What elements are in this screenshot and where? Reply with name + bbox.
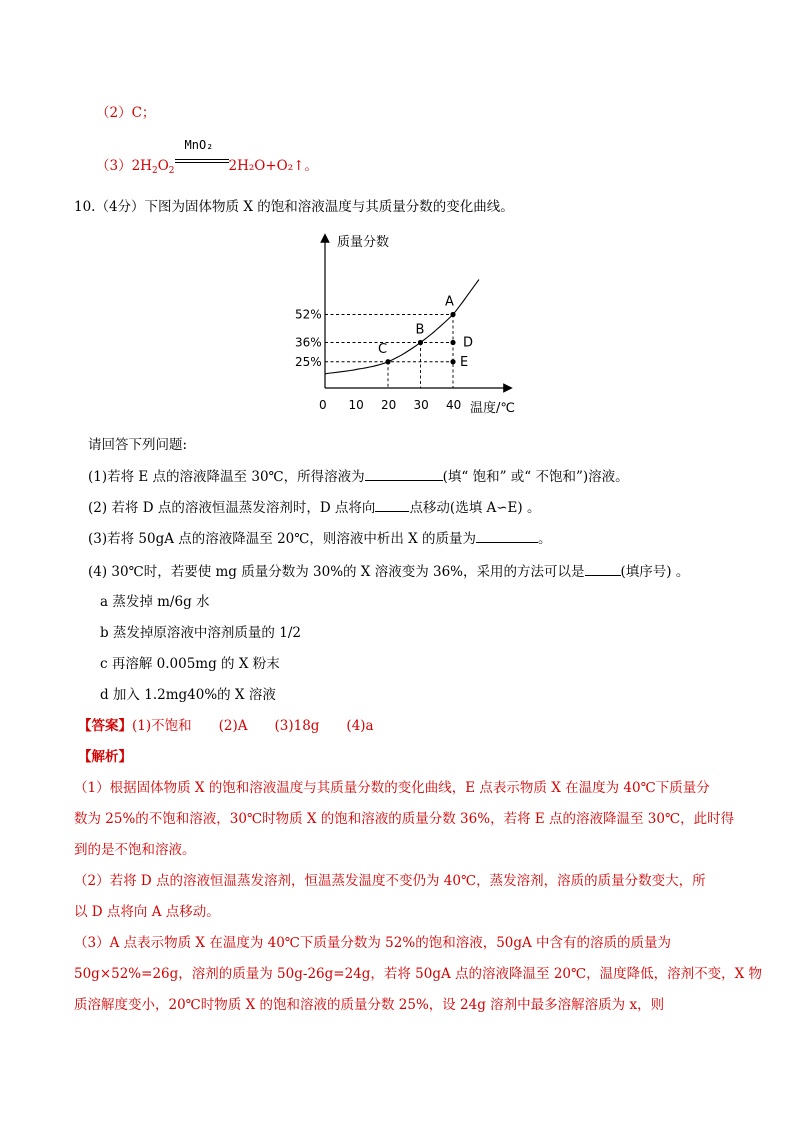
- answer-blank-2[interactable]: [375, 497, 409, 512]
- option-b: b 蒸发掉原溶液中溶剂质量的 1/2: [100, 625, 301, 641]
- x-tick-label: 10: [348, 398, 364, 412]
- answer-blank-4[interactable]: [585, 561, 621, 576]
- y-tick-label: 36%: [295, 335, 322, 350]
- equation-arrow: [175, 138, 229, 170]
- point-d: [450, 340, 455, 345]
- x-tick-label: 20: [381, 398, 397, 412]
- analysis-label: 【解析】: [78, 749, 132, 765]
- point-c: [385, 359, 390, 364]
- point-e: [450, 359, 455, 364]
- option-d: d 加入 1.2mg40%的 X 溶液: [100, 687, 276, 703]
- x-tick-label: 0: [319, 398, 327, 412]
- answer-label: 【答案】: [78, 718, 132, 734]
- analysis-line-2: 数为 25%的不饱和溶液，30℃时物质 X 的饱和溶液的质量分数 36%，若将 E 点的溶液降温至 30℃，此时得: [74, 811, 735, 827]
- analysis-line-6: （3）A 点表示物质 X 在温度为 40℃下质量分数为 52%的饱和溶液，50gA 中含有的溶质的质量为: [74, 935, 672, 951]
- question-1: [88, 466, 629, 487]
- question-2: [88, 497, 540, 518]
- solubility-curve: [325, 280, 479, 375]
- question-4: [88, 561, 689, 582]
- equation-products: 2H₂O+O₂↑。: [228, 158, 318, 174]
- point-b: [418, 340, 423, 345]
- question-4-text: (4) 30℃时，若要使 mg 质量分数为 30%的 X 溶液变为 36%，采用的方法可以是: [88, 564, 585, 580]
- y-tick-label: 52%: [295, 307, 322, 322]
- analysis-line-4: （2）若将 D 点的溶液恒温蒸发溶剂，恒温蒸发温度不变仍为 40℃，蒸发溶剂，溶质的质量分数变大，所: [74, 873, 706, 889]
- analysis-line-1: （1）根据固体物质 X 的饱和溶液温度与其质量分数的变化曲线，E 点表示物质 X 在温度为 40℃下质量分: [74, 780, 710, 796]
- x-tick-label: 30: [413, 398, 429, 412]
- question-prompt: 请回答下列问题:: [88, 437, 188, 453]
- analysis-line-8: 质溶解度变小，20℃时物质 X 的饱和溶液的质量分数 25%，设 24g 溶剂中最多溶解溶质为 x，则: [74, 997, 665, 1013]
- question-1-suffix: (填“ 饱和” 或“ 不饱和”)溶液。: [442, 469, 629, 485]
- solubility-chart: [280, 228, 540, 420]
- x-axis-label: 温度/℃: [470, 401, 515, 416]
- point-label-a: A: [445, 294, 454, 310]
- question-title: 10.（4分）下图为固体物质 X 的饱和溶液温度与其质量分数的变化曲线。: [74, 199, 514, 215]
- point-a: [450, 312, 455, 317]
- question-1-text: (1)若将 E 点的溶液降温至 30℃，所得溶液为: [88, 469, 365, 485]
- equation-reactant: $(3)2H_2O_2$: [96, 158, 175, 176]
- analysis-line-3: 到的是不饱和溶液。: [74, 842, 196, 858]
- point-label-e: E: [460, 354, 469, 370]
- question-3-text: (3)若将 50gA 点的溶液降温至 20℃，则溶液中析出 X 的质量为: [88, 531, 477, 547]
- answer-text: (1)不饱和 (2)A (3)18g (4)a: [132, 718, 374, 734]
- point-label-d: D: [463, 335, 474, 351]
- y-axis-label: 质量分数: [337, 235, 390, 250]
- option-a: a 蒸发掉 m/6g 水: [100, 594, 210, 610]
- question-2-text: (2) 若将 D 点的溶液恒温蒸发溶剂时，D 点将向: [88, 500, 376, 516]
- answer-line: [78, 716, 374, 736]
- question-3: [88, 528, 552, 549]
- prev-answer-2: （2）C；: [96, 105, 156, 121]
- y-tick-label: 25%: [295, 354, 322, 369]
- prev-answer-3: [96, 138, 318, 181]
- x-tick-label: 40: [446, 398, 462, 412]
- analysis-line-5: 以 D 点将向 A 点移动。: [74, 904, 220, 920]
- answer-blank-3[interactable]: [476, 528, 538, 543]
- question-2-suffix: 点移动(选填 A∽E) 。: [409, 500, 541, 516]
- question-4-suffix: (填序号) 。: [620, 564, 690, 580]
- answer-blank-1[interactable]: [365, 466, 443, 481]
- option-c: c 再溶解 0.005mg 的 X 粉末: [100, 656, 280, 672]
- point-label-b: B: [415, 322, 425, 338]
- point-label-c: C: [378, 341, 388, 357]
- question-3-suffix: 。: [538, 531, 552, 547]
- catalyst-label: MnO₂: [184, 138, 214, 152]
- analysis-line-7: 50g×52%=26g，溶剂的质量为 50g-26g=24g，若将 50gA 点的溶液降温至 20℃，温度降低，溶剂不变，X 物: [74, 966, 763, 982]
